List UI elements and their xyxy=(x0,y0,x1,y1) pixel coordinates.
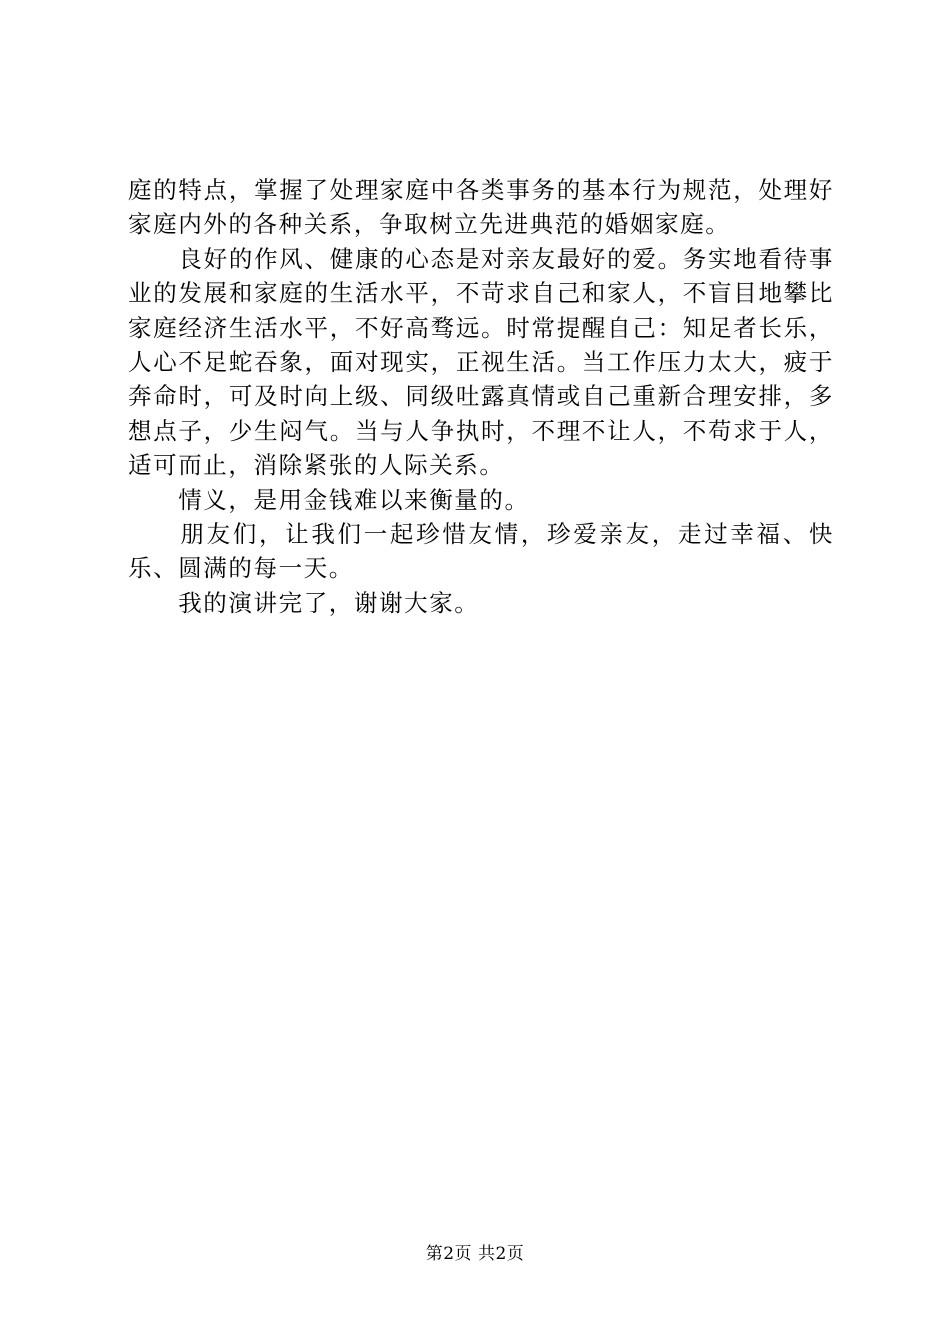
paragraph-3: 情义，是用金钱难以来衡量的。 xyxy=(128,485,530,514)
document-body xyxy=(128,173,834,620)
paragraph-2: 良好的作风、健康的心态是对亲友最好的爱。务实地看待事业的发展和家庭的生活水平，不苛求自己和家人，不盲目地攀比家庭经济生活水平，不好高骛远。时常提醒自己：知足者长乐，人心不足蛇吞象，面对现实，正视生活。当工作压力太大，疲于奔命时，可及时向上级、同级吐露真情或自己重新合理安排，多想点子，少生闷气。当与人争执时，不理不让人，不苟求于人，适可而止，消除紧张的人际关系。 xyxy=(128,244,834,480)
paragraph-4: 朋友们，让我们一起珍惜友情，珍爱亲友，走过幸福、快乐、圆满的每一天。 xyxy=(128,520,834,583)
paragraph-5: 我的演讲完了，谢谢大家。 xyxy=(128,588,480,617)
page-number-footer: 第2页 共2页 xyxy=(425,1244,525,1264)
paragraph-1: 庭的特点，掌握了处理家庭中各类事务的基本行为规范，处理好家庭内外的各种关系，争取树立先进典范的婚姻家庭。 xyxy=(128,176,834,239)
